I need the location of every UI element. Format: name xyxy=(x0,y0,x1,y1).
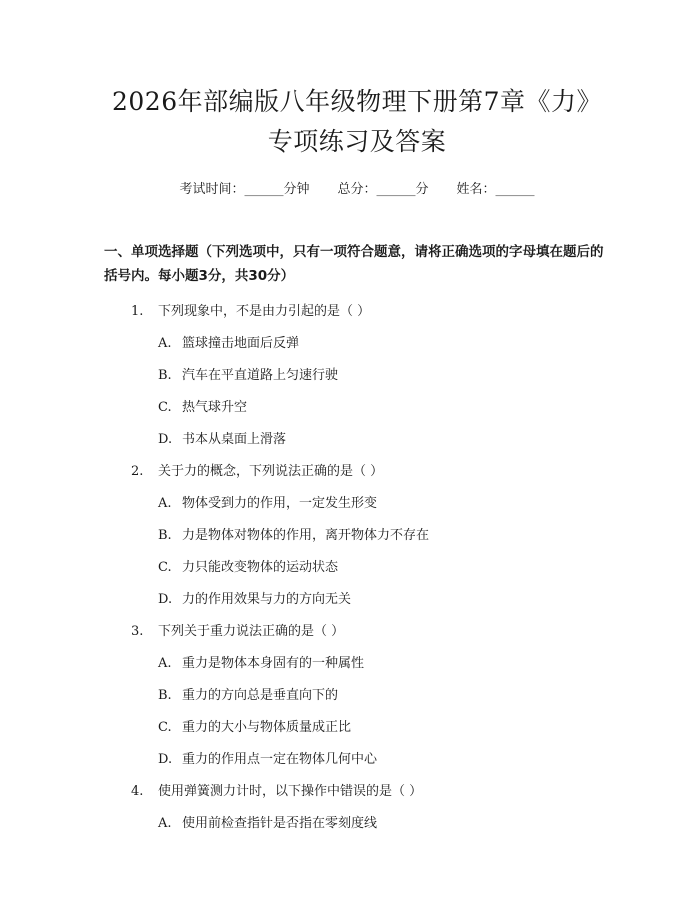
answer-option xyxy=(104,584,610,616)
section-heading: 一、单项选择题（下列选项中，只有一项符合题意，请将正确选项的字母填在题后的括号内。每小题3分，共30分） xyxy=(104,244,604,284)
question-stem xyxy=(104,616,610,648)
answer-option xyxy=(104,328,610,360)
option-text: 重力的作用点一定在物体几何中心 xyxy=(182,752,378,767)
question-number: 2. xyxy=(131,464,144,479)
option-text: 书本从桌面上滑落 xyxy=(182,432,287,447)
option-letter: A. xyxy=(158,496,172,511)
question-number: 3. xyxy=(131,624,144,639)
option-letter: C. xyxy=(158,560,172,575)
option-text: 篮球撞击地面后反弹 xyxy=(182,336,300,351)
answer-option xyxy=(104,520,610,552)
answer-option xyxy=(104,360,610,392)
title-line-2: 专项练习及答案 xyxy=(267,127,447,156)
exam-time: 考试时间：______分钟 xyxy=(179,182,310,197)
question-item xyxy=(104,296,610,456)
question-text: 下列现象中，不是由力引起的是（ ） xyxy=(158,304,371,319)
option-text: 力的作用效果与力的方向无关 xyxy=(182,592,352,607)
option-letter: D. xyxy=(158,432,173,447)
question-text: 下列关于重力说法正确的是（ ） xyxy=(158,624,345,639)
answer-option xyxy=(104,424,610,456)
option-text: 热气球升空 xyxy=(182,400,248,415)
option-text: 重力的大小与物体质量成正比 xyxy=(182,720,352,735)
option-text: 物体受到力的作用，一定发生形变 xyxy=(182,496,378,511)
question-stem xyxy=(104,296,610,328)
answer-option xyxy=(104,680,610,712)
question-stem xyxy=(104,456,610,488)
option-letter: C. xyxy=(158,400,172,415)
option-text: 使用前检查指针是否指在零刻度线 xyxy=(182,816,378,831)
question-text: 使用弹簧测力计时，以下操作中错误的是（ ） xyxy=(158,784,423,799)
question-number: 1. xyxy=(131,304,144,319)
option-text: 汽车在平直道路上匀速行驶 xyxy=(182,368,339,383)
title-line-1: 2026年部编版八年级物理下册第7章《力》 xyxy=(111,87,603,116)
option-letter: D. xyxy=(158,592,173,607)
exam-name: 姓名：______ xyxy=(456,182,535,197)
option-text: 力只能改变物体的运动状态 xyxy=(182,560,339,575)
answer-option xyxy=(104,744,610,776)
option-text: 力是物体对物体的作用，离开物体力不存在 xyxy=(182,528,430,543)
question-stem xyxy=(104,776,610,808)
option-letter: B. xyxy=(158,368,172,383)
question-item xyxy=(104,616,610,776)
option-letter: B. xyxy=(158,688,172,703)
option-text: 重力是物体本身固有的一种属性 xyxy=(182,656,365,671)
answer-option xyxy=(104,488,610,520)
question-item xyxy=(104,456,610,616)
option-text: 重力的方向总是垂直向下的 xyxy=(182,688,339,703)
question-list xyxy=(104,296,610,840)
exam-score: 总分：______分 xyxy=(337,182,429,197)
question-number: 4. xyxy=(131,784,144,799)
option-letter: A. xyxy=(158,656,172,671)
answer-option xyxy=(104,648,610,680)
option-letter: B. xyxy=(158,528,172,543)
answer-option xyxy=(104,392,610,424)
exam-info xyxy=(104,180,610,200)
answer-option xyxy=(104,552,610,584)
question-text: 关于力的概念，下列说法正确的是（ ） xyxy=(158,464,384,479)
answer-option xyxy=(104,712,610,744)
question-item xyxy=(104,776,610,840)
answer-option xyxy=(104,808,610,840)
option-letter: A. xyxy=(158,336,172,351)
option-letter: C. xyxy=(158,720,172,735)
option-letter: D. xyxy=(158,752,173,767)
option-letter: A. xyxy=(158,816,172,831)
document-title xyxy=(104,0,610,162)
